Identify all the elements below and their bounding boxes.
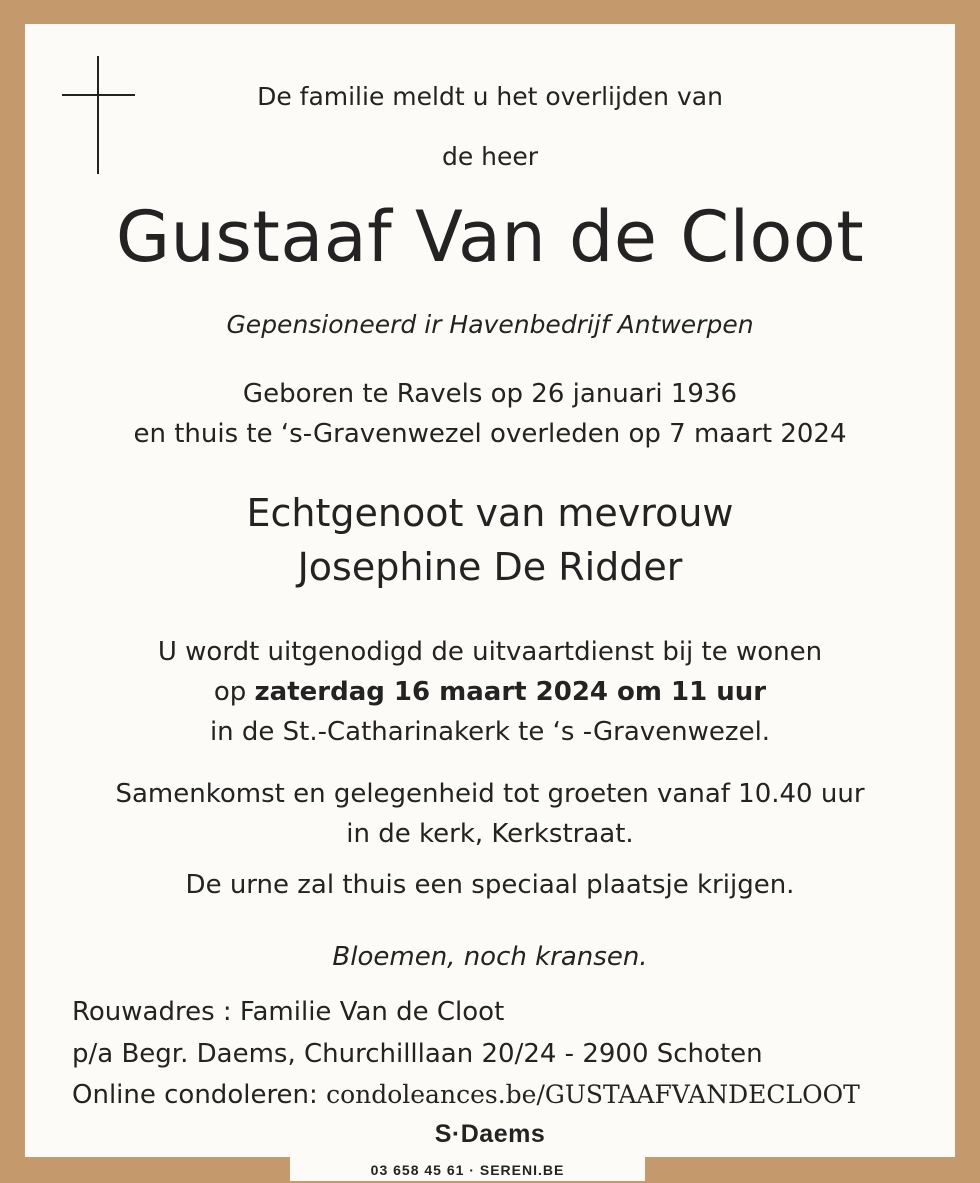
occupation: Gepensioneerd ir Havenbedrijf Antwerpen (226, 310, 754, 339)
invitation-prefix: op (213, 677, 255, 707)
intro-text: De familie meldt u het overlijden van (257, 82, 723, 111)
funeral-home-logo: S·Daems (434, 1120, 546, 1148)
spouse-line-1: Echtgenoot van mevrouw (246, 491, 734, 535)
obituary-card (25, 24, 955, 1157)
footer-contact: 03 658 45 61 · SERENI.BE (290, 1157, 645, 1181)
death-line: en thuis te ‘s-Gravenwezel overleden op 7 maart 2024 (133, 419, 847, 449)
online-condolence (72, 1080, 860, 1110)
invitation-date: zaterdag 16 maart 2024 om 11 uur (254, 677, 767, 707)
life-dates (25, 374, 955, 454)
meeting-block (25, 774, 955, 854)
condolence-label: Online condoleren: (72, 1080, 327, 1110)
spouse-line-2: Josephine De Ridder (297, 545, 683, 589)
flowers-line: Bloemen, noch kransen. (332, 942, 648, 972)
mourning-address-label: Rouwadres : Familie Van de Cloot (72, 997, 505, 1027)
birth-line: Geboren te Ravels op 26 januari 1936 (242, 379, 738, 409)
invitation-line-2 (25, 672, 955, 712)
invitation-block (25, 632, 955, 752)
meeting-line-1: Samenkomst en gelegenheid tot groeten vanaf 10.40 uur (115, 779, 865, 809)
meeting-line-2: in de kerk, Kerkstraat. (346, 819, 634, 849)
deceased-name: Gustaaf Van de Cloot (115, 196, 865, 278)
condolence-link[interactable]: condoleances.be/GUSTAAFVANDECLOOT (326, 1080, 860, 1109)
invitation-line-1: U wordt uitgenodigd de uitvaartdienst bij te wonen (157, 637, 823, 667)
urn-line: De urne zal thuis een speciaal plaatsje krijgen. (185, 870, 795, 900)
title-text: de heer (441, 142, 539, 171)
spouse-block (25, 486, 955, 594)
invitation-line-3: in de St.-Catharinakerk te ‘s -Gravenwezel. (209, 717, 771, 747)
mourning-address: p/a Begr. Daems, Churchilllaan 20/24 - 2900 Schoten (72, 1039, 763, 1069)
